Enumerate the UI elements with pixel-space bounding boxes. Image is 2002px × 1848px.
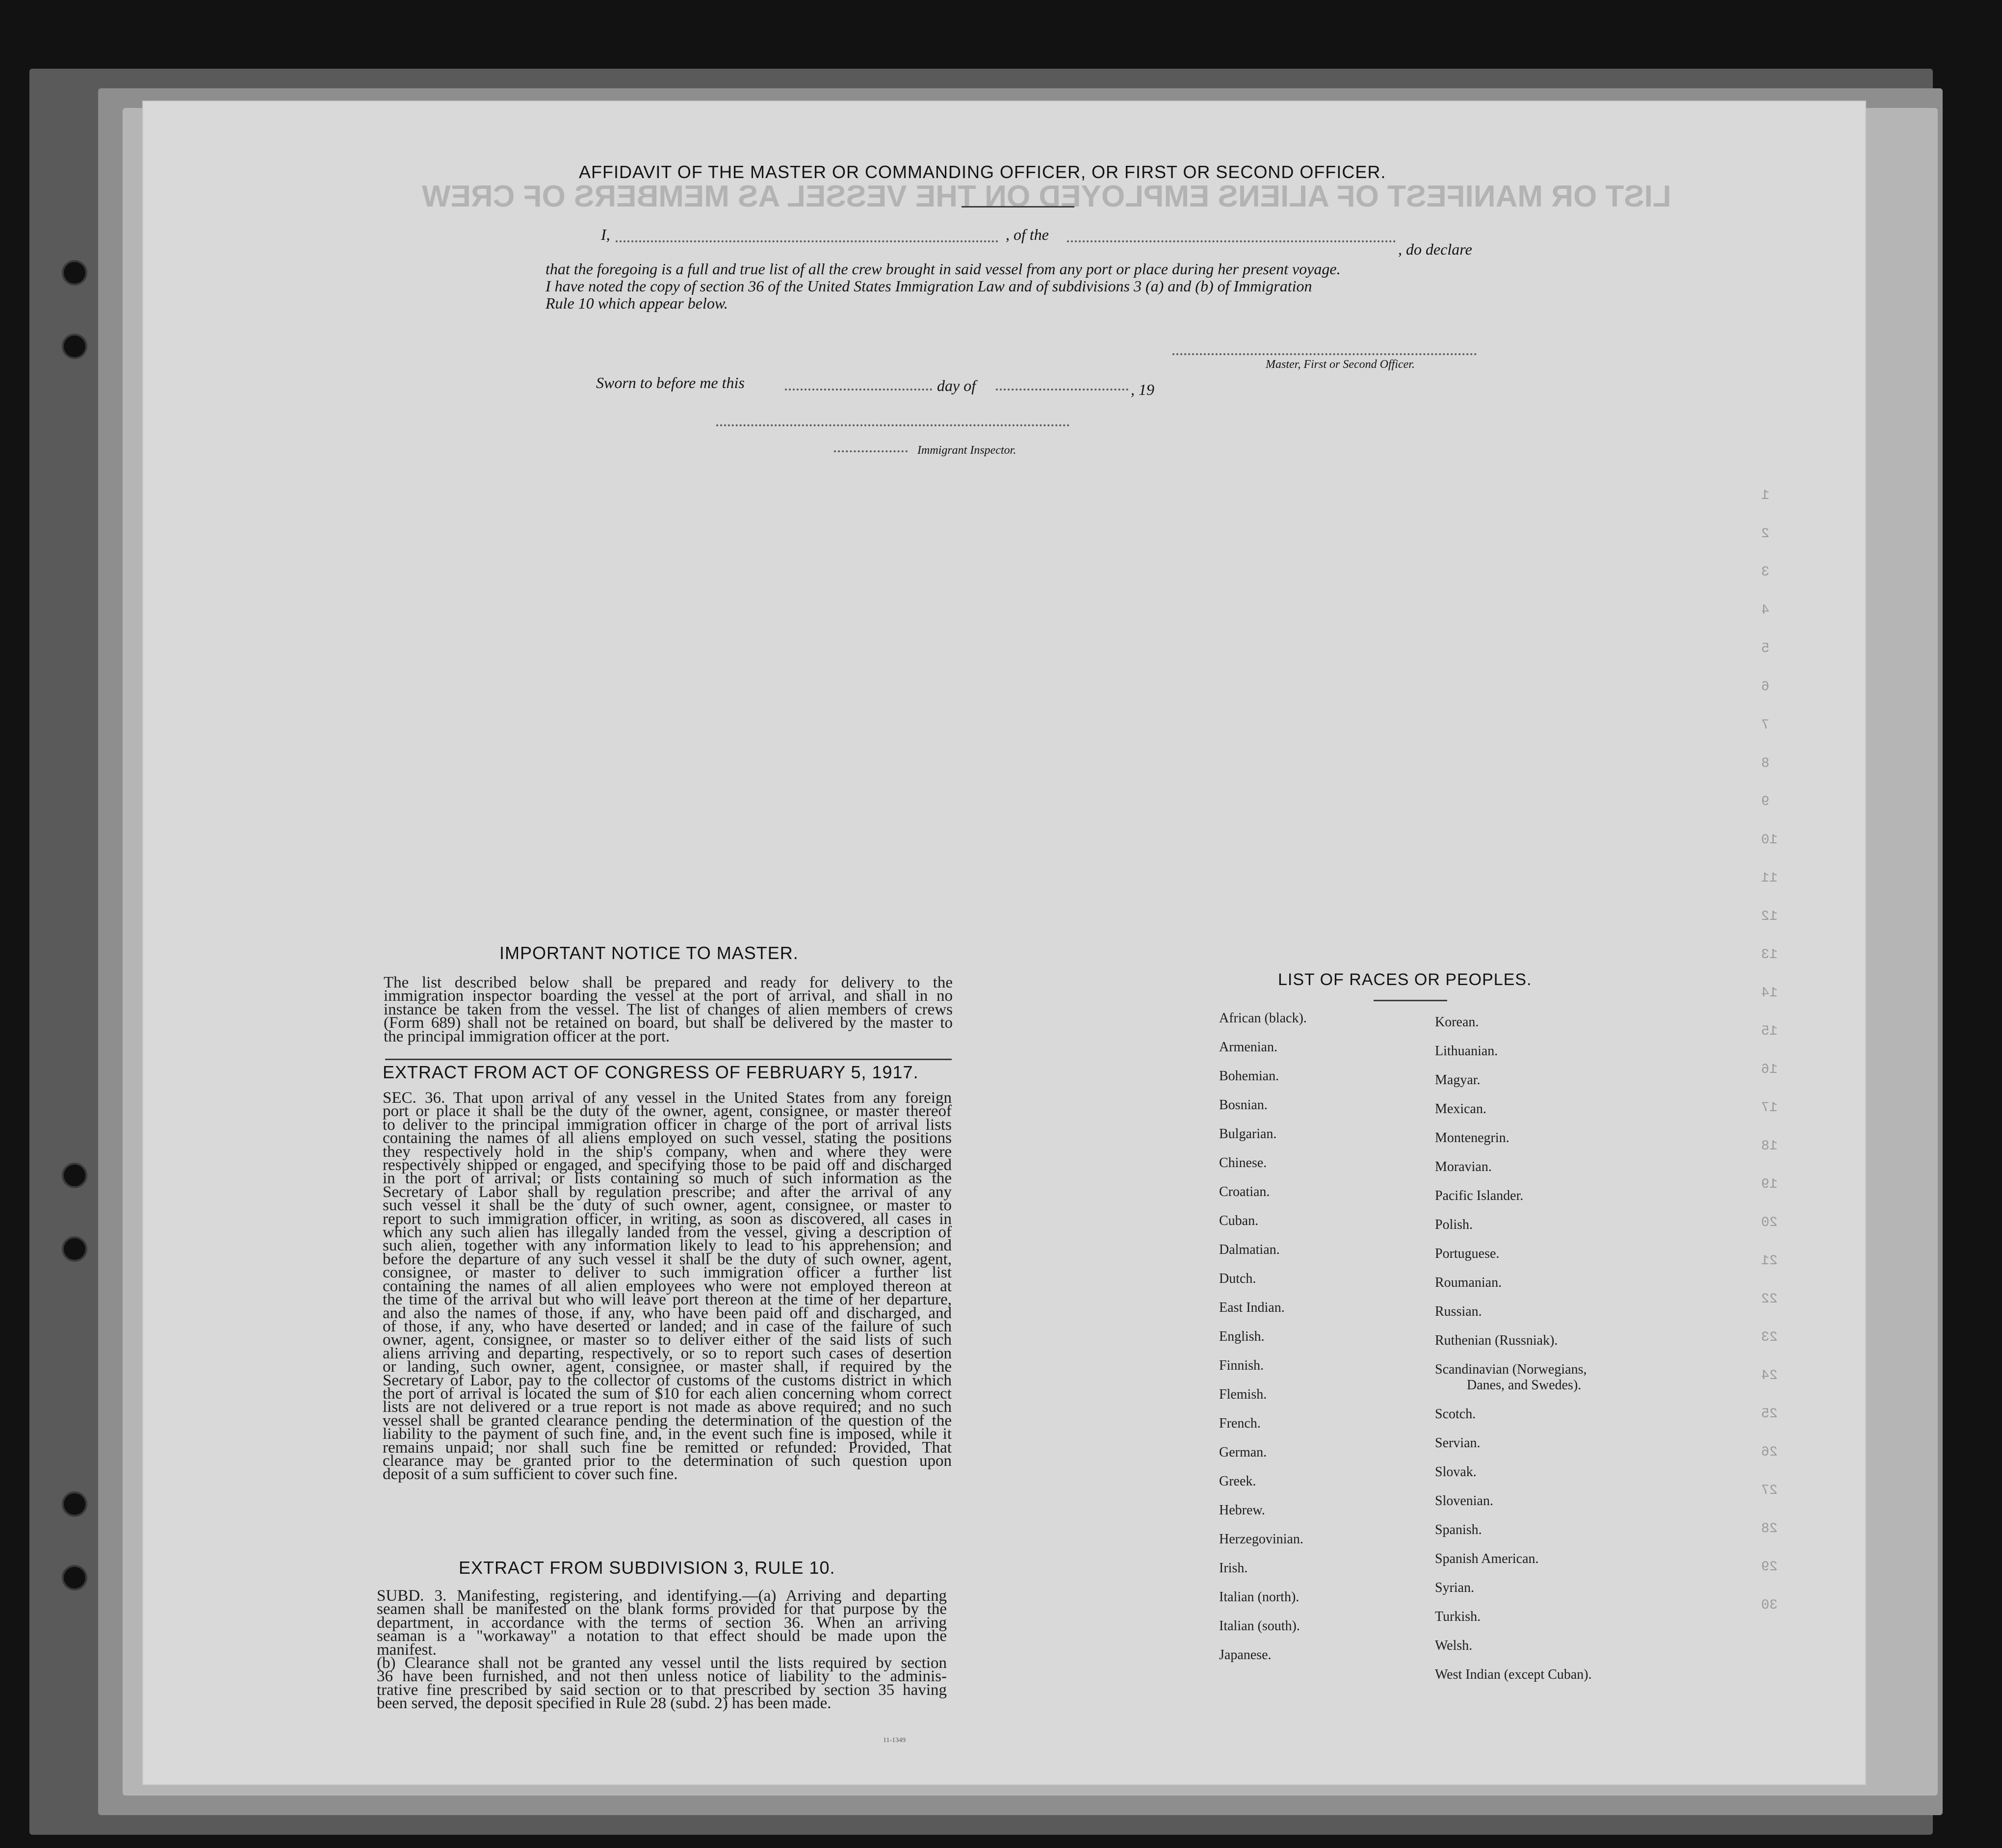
notice-rule bbox=[385, 1059, 952, 1060]
notice-title: IMPORTANT NOTICE TO MASTER. bbox=[499, 943, 799, 963]
binder-hole bbox=[62, 1565, 87, 1590]
bleed-through-row-number: 20 bbox=[1761, 1215, 1778, 1230]
extract-rule-line: department, in accordance with the terms of section 36. When an arriving bbox=[377, 1614, 947, 1632]
bleed-through-row-number: 9 bbox=[1761, 794, 1769, 809]
affidavit-do-declare: , do declare bbox=[1398, 240, 1472, 258]
extract-act-title: EXTRACT FROM ACT OF CONGRESS OF FEBRUARY 5, 1917. bbox=[383, 1062, 919, 1082]
extract-act-line: such alien, together with any information likely to lead to his apprehension; and bbox=[383, 1237, 952, 1255]
form-sheet bbox=[142, 101, 1866, 1785]
race-item: Roumanian. bbox=[1435, 1275, 1502, 1290]
race-item: Dutch. bbox=[1219, 1271, 1256, 1286]
bleed-through-row-number: 16 bbox=[1761, 1062, 1778, 1077]
notice-body bbox=[384, 976, 953, 1043]
extract-act-line: aliens arriving and departing, respectively, or so to report such cases of desertion bbox=[383, 1344, 952, 1362]
race-item: Mexican. bbox=[1435, 1101, 1486, 1117]
race-item: Danes, and Swedes). bbox=[1467, 1378, 1582, 1393]
extract-act-line: vessel shall be granted clearance pending the determination of the question of the bbox=[383, 1411, 952, 1430]
extract-rule-line: trative fine prescribed by said section or to that prescribed by section 35 having bbox=[377, 1681, 947, 1699]
bleed-through-row-number: 14 bbox=[1761, 986, 1778, 1001]
extract-act-line: Secretary of Labor shall by regulation prescribe; and after the arrival of any bbox=[383, 1183, 952, 1201]
extract-act-line: containing the names of all aliens employed on such vessel, stating the positions bbox=[383, 1129, 952, 1147]
extract-act-line: to deliver to the principal immigration officer in charge of the port of arrival lists bbox=[383, 1116, 952, 1134]
race-item: Greek. bbox=[1219, 1474, 1256, 1489]
race-item: Welsh. bbox=[1435, 1638, 1473, 1654]
master-label: Master, First or Second Officer. bbox=[1266, 358, 1415, 371]
day-of-label: day of bbox=[937, 377, 976, 394]
race-item: Irish. bbox=[1219, 1561, 1248, 1576]
bleed-through-row-number: 6 bbox=[1761, 679, 1769, 695]
extract-act-line: or landing, such owner, agent, consignee, or master shall, if required by the bbox=[383, 1358, 952, 1376]
bleed-through-row-number: 21 bbox=[1761, 1253, 1778, 1269]
extract-act-body bbox=[383, 1089, 952, 1484]
inspector-signature-line bbox=[834, 450, 908, 452]
race-item: Slovenian. bbox=[1435, 1493, 1493, 1509]
race-item: Turkish. bbox=[1435, 1609, 1481, 1625]
race-item: Bohemian. bbox=[1219, 1068, 1279, 1084]
race-item: Ruthenian (Russniak). bbox=[1435, 1333, 1558, 1348]
affidavit-of-the: , of the bbox=[1006, 226, 1049, 243]
extract-act-line: report to such immigration officer, in writing, as soon as discovered, all cases in bbox=[383, 1210, 952, 1228]
race-item: Russian. bbox=[1435, 1304, 1482, 1319]
extract-act-line: such vessel it shall be the duty of such owner, agent, consignee, or master to bbox=[383, 1197, 952, 1215]
sworn-day-field[interactable] bbox=[785, 389, 932, 390]
extract-act-line: the time of the arrival but who will leave port thereon at the time of her departure, bbox=[383, 1291, 952, 1309]
title-underline bbox=[962, 206, 1074, 208]
race-item: Chinese. bbox=[1219, 1155, 1267, 1171]
affidavit-line-3: Rule 10 which appear below. bbox=[546, 294, 728, 312]
affidavit-title: AFFIDAVIT OF THE MASTER OR COMMANDING OFFICER, OR FIRST OR SECOND OFFICER. bbox=[579, 162, 1386, 182]
race-item: Portuguese. bbox=[1435, 1246, 1500, 1261]
race-item: Bulgarian. bbox=[1219, 1126, 1277, 1142]
extract-act-line: which any such alien has illegally landed from the vessel, giving a description of bbox=[383, 1223, 952, 1242]
bleed-through-row-number: 3 bbox=[1761, 565, 1769, 580]
race-item: Montenegrin. bbox=[1435, 1130, 1509, 1145]
extract-act-line: lists are not delivered or a true report is not made as above required; and no such bbox=[383, 1398, 952, 1416]
extract-act-line: port or place it shall be the duty of the owner, agent, consignee, or master thereof bbox=[383, 1102, 952, 1120]
bleed-through-row-number: 24 bbox=[1761, 1368, 1778, 1383]
extract-act-line: in the port of arrival; or lists containing so much of such information as the bbox=[383, 1170, 952, 1188]
bleed-through-row-number: 2 bbox=[1761, 526, 1769, 542]
race-item: East Indian. bbox=[1219, 1300, 1285, 1315]
bleed-through-row-number: 15 bbox=[1761, 1024, 1778, 1039]
notice-body-line: the principal immigration officer at the port. bbox=[384, 1027, 670, 1045]
race-item: Magyar. bbox=[1435, 1072, 1481, 1088]
bleed-through-row-number: 29 bbox=[1761, 1560, 1778, 1575]
extract-act-line: Secretary of Labor, pay to the collector of customs of the customs district in which bbox=[383, 1371, 952, 1389]
race-item: Spanish American. bbox=[1435, 1551, 1539, 1567]
master-name-field[interactable] bbox=[616, 240, 998, 242]
bleed-through-row-number: 17 bbox=[1761, 1100, 1778, 1116]
race-item: Armenian. bbox=[1219, 1040, 1277, 1055]
extract-act-line: consignee, or master to deliver to such immigration officer a further list bbox=[383, 1264, 952, 1282]
races-title-rule bbox=[1374, 1000, 1447, 1001]
race-item: Spanish. bbox=[1435, 1522, 1482, 1538]
bleed-through-row-number: 10 bbox=[1761, 833, 1778, 848]
inspector-label: Immigrant Inspector. bbox=[917, 444, 1016, 457]
form-code: 11-1349 bbox=[883, 1737, 906, 1744]
extract-act-line: remains unpaid; nor shall such fine be remitted or refunded: Provided, That bbox=[383, 1438, 952, 1457]
race-item: German. bbox=[1219, 1445, 1267, 1460]
bleed-through-title: LIST OR MANIFEST OF ALIENS EMPLOYED ON THE VESSEL AS MEMBERS OF CREW bbox=[422, 180, 1671, 213]
extract-rule-line: 36 have been furnished, and not then unless notice of liability to the adminis- bbox=[377, 1667, 947, 1686]
bleed-through-row-number: 13 bbox=[1761, 947, 1778, 963]
race-item: Pacific Islander. bbox=[1435, 1188, 1524, 1203]
race-item: Polish. bbox=[1435, 1217, 1473, 1232]
notice-body-line: (Form 689) shall not be retained on board, but shall be delivered by the master to bbox=[384, 1014, 953, 1032]
vessel-name-field[interactable] bbox=[1067, 240, 1396, 242]
race-item: Flemish. bbox=[1219, 1387, 1267, 1402]
race-item: Slovak. bbox=[1435, 1464, 1477, 1480]
bleed-through-row-number: 12 bbox=[1761, 909, 1778, 924]
bleed-through-row-number: 25 bbox=[1761, 1406, 1778, 1422]
bleed-through-row-number: 30 bbox=[1761, 1598, 1778, 1613]
race-item: Herzegovinian. bbox=[1219, 1532, 1303, 1547]
extract-rule-line: SUBD. 3. Manifesting, registering, and identifying.—(a) Arriving and departing bbox=[377, 1587, 947, 1605]
bleed-through-row-number: 26 bbox=[1761, 1445, 1778, 1460]
race-item: Scotch. bbox=[1435, 1406, 1476, 1422]
extract-rule-title: EXTRACT FROM SUBDIVISION 3, RULE 10. bbox=[459, 1558, 835, 1578]
race-item: Scandinavian (Norwegians, bbox=[1435, 1362, 1587, 1377]
race-item: Italian (north). bbox=[1219, 1589, 1300, 1605]
race-item: English. bbox=[1219, 1329, 1265, 1344]
race-item: French. bbox=[1219, 1416, 1261, 1431]
race-item: Finnish. bbox=[1219, 1358, 1264, 1373]
bleed-through-row-number: 22 bbox=[1761, 1292, 1778, 1307]
bleed-through-row-number: 7 bbox=[1761, 718, 1769, 733]
extract-rule-line: been served, the deposit specified in Rule 28 (subd. 2) has been made. bbox=[377, 1694, 832, 1713]
extract-act-line: containing the names of all alien employees who were not employed thereon at bbox=[383, 1277, 952, 1295]
notice-body-line: immigration inspector boarding the vessel at the port of arrival, and shall in no bbox=[384, 987, 953, 1005]
extract-act-line: liability to the payment of such fine, and, in the event such fine is imposed, while it bbox=[383, 1425, 952, 1443]
extract-act-line: they respectively hold in the ship's company, when and where they were bbox=[383, 1143, 952, 1161]
extract-rule-line: manifest. bbox=[377, 1640, 437, 1659]
extract-rule-line: (b) Clearance shall not be granted any vessel until the lists required by section bbox=[377, 1654, 947, 1672]
bleed-through-row-number: 5 bbox=[1761, 641, 1769, 656]
master-signature-field[interactable] bbox=[1172, 353, 1477, 355]
bleed-through-row-number: 18 bbox=[1761, 1139, 1778, 1154]
bleed-through-row-number: 8 bbox=[1761, 756, 1769, 771]
bleed-through-row-number: 27 bbox=[1761, 1483, 1778, 1498]
sworn-label: Sworn to before me this bbox=[596, 374, 745, 391]
year-label: , 19 bbox=[1131, 381, 1154, 398]
bleed-through-row-number: 23 bbox=[1761, 1330, 1778, 1345]
bleed-through-row-number: 1 bbox=[1761, 488, 1769, 503]
race-item: Korean. bbox=[1435, 1015, 1479, 1030]
race-item: Dalmatian. bbox=[1219, 1242, 1280, 1257]
notice-body-line: The list described below shall be prepared and ready for delivery to the bbox=[384, 974, 953, 991]
bleed-through-row-number: 28 bbox=[1761, 1521, 1778, 1536]
bleed-through-row-number: 19 bbox=[1761, 1177, 1778, 1192]
inspector-signature-field[interactable] bbox=[716, 424, 1069, 426]
binder-hole bbox=[62, 1163, 87, 1188]
binder-hole bbox=[62, 334, 87, 359]
extract-act-line: respectively shipped or engaged, and specifying those to be paid off and discharged bbox=[383, 1156, 952, 1174]
binder-hole bbox=[62, 1236, 87, 1262]
affidavit-line-1: that the foregoing is a full and true list of all the crew brought in said vessel from any port or place during her present voyage. bbox=[546, 260, 1341, 278]
extract-act-line: the port of arrival is located the sum of $10 for each alien concerning whom correct bbox=[383, 1384, 952, 1403]
race-item: Servian. bbox=[1435, 1435, 1481, 1451]
race-item: Moravian. bbox=[1435, 1159, 1492, 1174]
race-item: Cuban. bbox=[1219, 1213, 1259, 1228]
extract-act-line: deposit of a sum sufficient to cover such fine. bbox=[383, 1465, 678, 1484]
notice-body-line: instance be taken from the vessel. The list of changes of alien members of crews bbox=[384, 1000, 953, 1018]
race-item: Lithuanian. bbox=[1435, 1043, 1498, 1059]
race-item: West Indian (except Cuban). bbox=[1435, 1667, 1592, 1683]
extract-act-line: before the departure of any such vessel it shall be the duty of such owner, agent, bbox=[383, 1250, 952, 1268]
affidavit-i-label: I, bbox=[601, 226, 610, 243]
sworn-month-field[interactable] bbox=[996, 389, 1128, 390]
race-item: Hebrew. bbox=[1219, 1503, 1265, 1518]
race-item: Croatian. bbox=[1219, 1184, 1270, 1199]
race-item: Bosnian. bbox=[1219, 1097, 1268, 1113]
extract-act-line: owner, agent, consignee, or master so to deliver either of the said lists of such bbox=[383, 1331, 952, 1349]
extract-rule-line: seaman is a "workaway" a notation to that effect should be made upon the bbox=[377, 1627, 947, 1645]
affidavit-line-2: I have noted the copy of section 36 of the United States Immigration Law and of subdivisions 3 (a) and (b) of Immigration bbox=[546, 277, 1312, 295]
bleed-through-row-number: 4 bbox=[1761, 603, 1769, 618]
race-item: African (black). bbox=[1219, 1011, 1307, 1026]
binder-hole bbox=[62, 1491, 87, 1517]
extract-act-line: of those, if any, who have deserted or landed; and in case of the failure of such bbox=[383, 1317, 952, 1335]
extract-rule-body bbox=[377, 1589, 947, 1711]
extract-rule-line: seamen shall be manifested on the blank forms provided for that purpose by the bbox=[377, 1600, 947, 1618]
bleed-through-row-number: 11 bbox=[1761, 871, 1778, 886]
extract-act-line: SEC. 36. That upon arrival of any vessel in the United States from any foreign bbox=[383, 1089, 952, 1107]
extract-act-line: clearance may be granted prior to the determination of such question upon bbox=[383, 1452, 952, 1470]
binder-hole bbox=[62, 260, 87, 286]
race-item: Japanese. bbox=[1219, 1647, 1272, 1663]
races-title: LIST OF RACES OR PEOPLES. bbox=[1278, 970, 1532, 989]
race-item: Syrian. bbox=[1435, 1580, 1475, 1596]
extract-act-line: and also the names of those, if any, who have been paid off and discharged, and bbox=[383, 1304, 952, 1322]
race-item: Italian (south). bbox=[1219, 1618, 1300, 1634]
